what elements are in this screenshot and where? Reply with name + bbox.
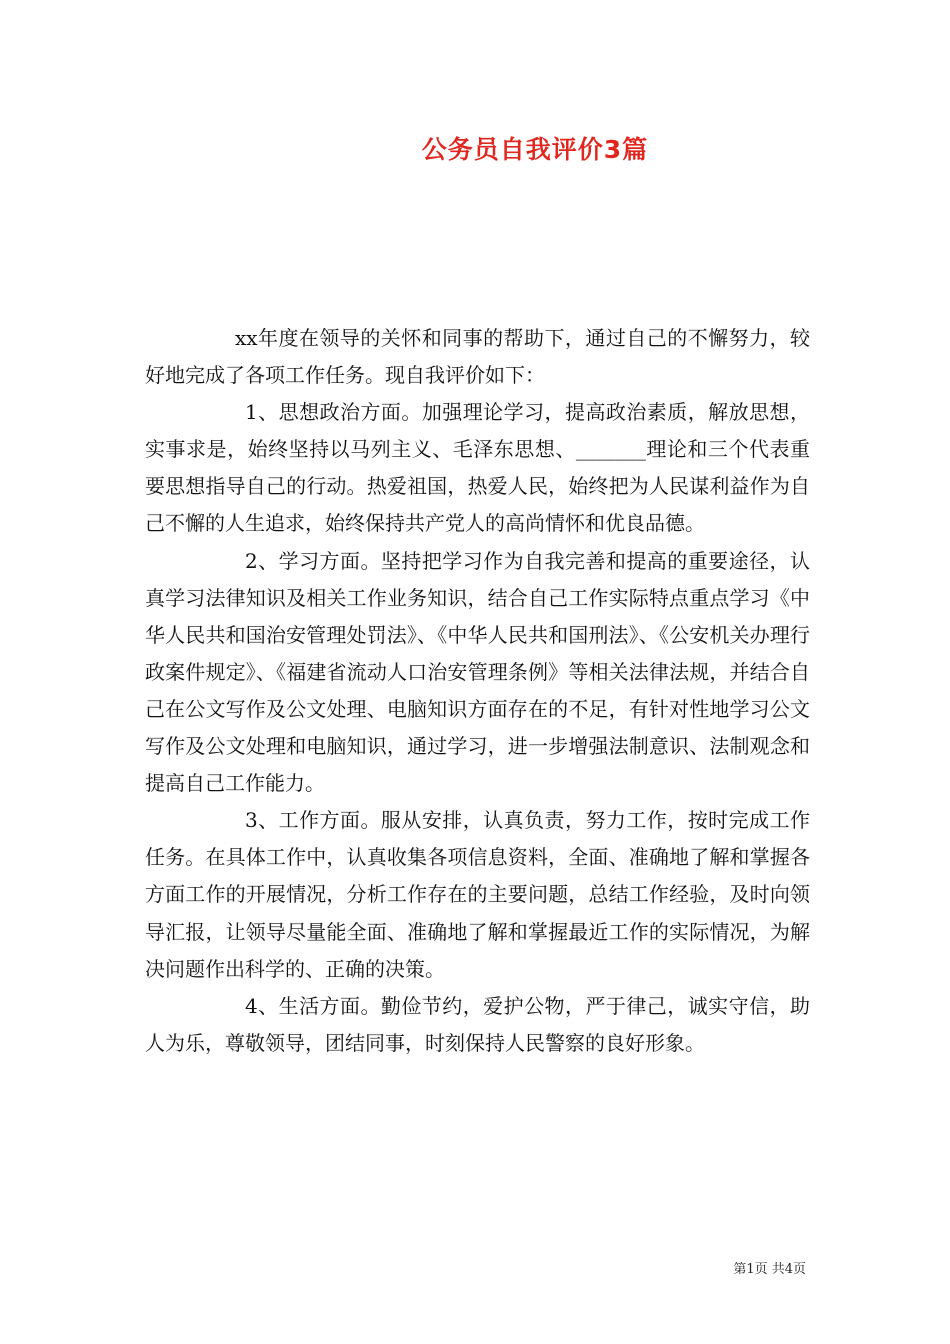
section-paragraph-study: 2、学习方面。坚持把学习作为自我完善和提高的重要途径，认真学习法律知识及相关工作业务知识，结合自己工作实际特点重点学习《中华人民共和国治安管理处罚法》、《中华人民共和国刑法》、《公安机关办理行政案件规定》、《福建省流动人口治安管理条例》等相关法律法规，并结合自己在公文写作及公文处理、电脑知识方面存在的不足，有针对性地学习公文写作及公文处理和电脑知识，通过学习，进一步增强法制意识、法制观念和提高自己工作能力。	[145, 548, 810, 796]
section-paragraph-life: 4、生活方面。勤俭节约，爱护公物，严于律己，诚实守信，助人为乐，尊敬领导，团结同事，时刻保持人民警察的良好形象。	[145, 993, 810, 1055]
page-number-footer: 第1页 共4页	[733, 1262, 806, 1277]
section-paragraph-work: 3、工作方面。服从安排，认真负责，努力工作，按时完成工作任务。在具体工作中，认真收集各项信息资料，全面、准确地了解和掌握各方面工作的开展情况，分析工作存在的主要问题，总结工作经验，及时向领导汇报，让领导尽量能全面、准确地了解和掌握最近工作的实际情况，为解决问题作出科学的、正确的决策。	[145, 808, 810, 981]
section-paragraph-political: 1、思想政治方面。加强理论学习，提高政治素质，解放思想，实事求是，始终坚持以马列主义、毛泽东思想、_______理论和三个代表重要思想指导自己的行动。热爱祖国，热爱人民，始终把为人民谋利益作为自己不懈的人生追求，始终保持共产党人的高尚情怀和优良品德。	[145, 400, 810, 536]
intro-paragraph: xx年度在领导的关怀和同事的帮助下，通过自己的不懈努力，较好地完成了各项工作任务。现自我评价如下：	[145, 326, 810, 388]
document-title: 公务员自我评价3篇	[421, 135, 649, 164]
document-body	[145, 320, 810, 1062]
